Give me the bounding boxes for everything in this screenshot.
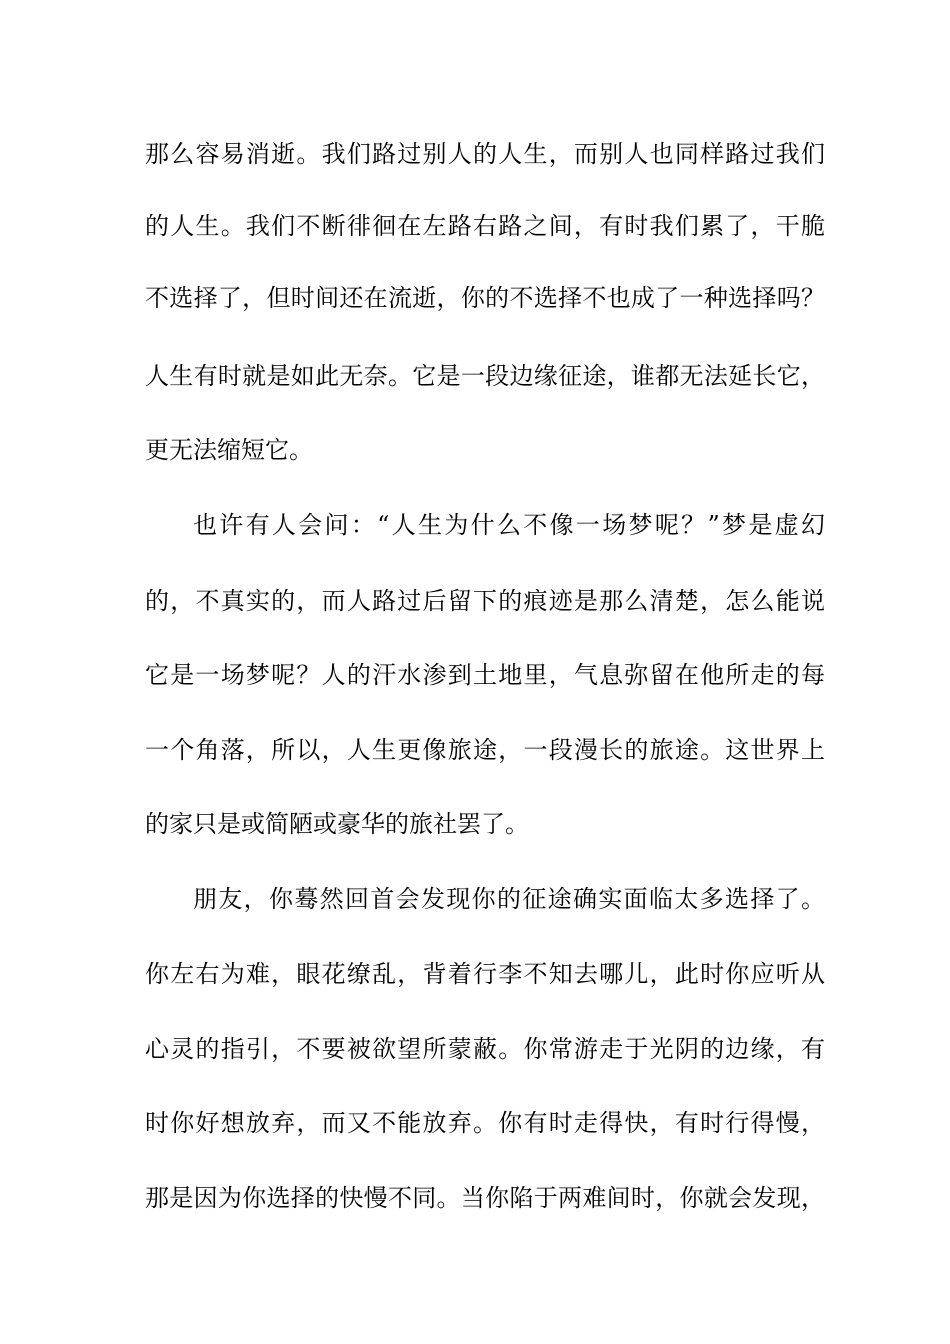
text-line-10: 的家只是或简陋或豪华的旅社罢了。 — [145, 810, 529, 838]
text-line-8: 它是一场梦呢？人的汗水渗到土地里，气息弥留在他所走的每 — [145, 661, 825, 689]
text-line-5: 更无法缩短它。 — [145, 436, 313, 464]
text-line-13: 心灵的指引，不要被欲望所蒙蔽。你常游走于光阴的边缘，有 — [145, 1035, 825, 1063]
text-line-11: 朋友，你蓦然回首会发现你的征途确实面临太多选择了。 — [193, 885, 825, 913]
text-line-1: 那么容易消逝。我们路过别人的人生，而别人也同样路过我们 — [145, 140, 825, 168]
text-line-12: 你左右为难，眼花缭乱，背着行李不知去哪儿，此时你应听从 — [145, 960, 825, 988]
text-line-6: 也许有人会问：“人生为什么不像一场梦呢？”梦是虚幻 — [193, 511, 825, 539]
text-line-15: 那是因为你选择的快慢不同。当你陷于两难间时，你就会发现， — [145, 1184, 825, 1212]
text-line-4: 人生有时就是如此无奈。它是一段边缘征途，谁都无法延长它， — [145, 362, 825, 390]
text-line-3: 不选择了，但时间还在流逝，你的不选择不也成了一种选择吗？ — [145, 284, 825, 312]
text-line-14: 时你好想放弃，而又不能放弃。你有时走得快，有时行得慢， — [145, 1109, 825, 1137]
text-line-9: 一个角落，所以，人生更像旅途，一段漫长的旅途。这世界上 — [145, 736, 825, 764]
text-line-2: 的人生。我们不断徘徊在左路右路之间，有时我们累了，干脆 — [145, 212, 825, 240]
text-line-7: 的，不真实的，而人路过后留下的痕迹是那么清楚，怎么能说 — [145, 587, 825, 615]
